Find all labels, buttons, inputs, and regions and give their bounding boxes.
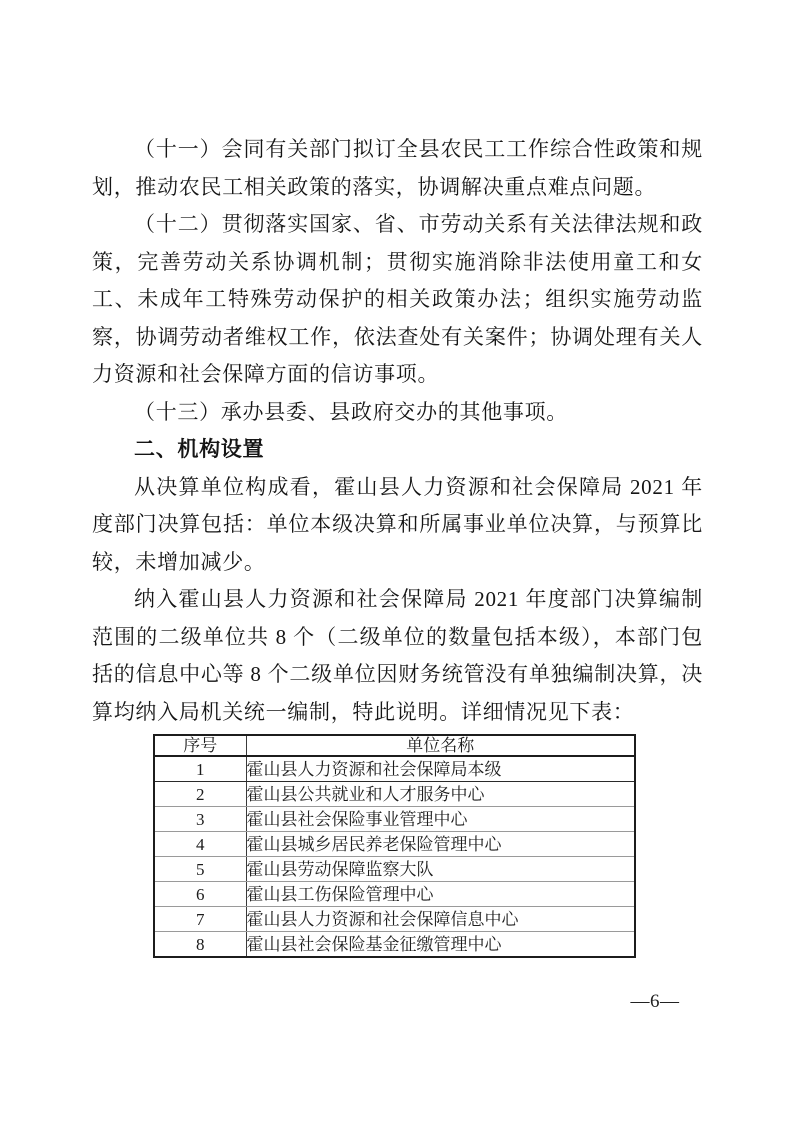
table-row: [154, 807, 635, 832]
unit-scope-paragraph: 纳入霍山县人力资源和社会保障局 2021 年度部门决算编制范围的二级单位共 8 个（二级单位的数量包括本级），本部门包括的信息中心等 8 个二级单位因财务统管没有单独编制决算，决算均纳入局机关统一编制，特此说明。详细情况见下表：: [92, 587, 703, 724]
row-unit-name: 霍山县劳动保障监察大队: [246, 857, 635, 882]
row-unit-name: 霍山县人力资源和社会保障信息中心: [246, 907, 635, 932]
row-serial-no: 8: [196, 934, 205, 954]
page-number: —6—: [630, 991, 680, 1012]
row-unit-name: 霍山县社会保险基金征缴管理中心: [246, 932, 635, 958]
row-serial-no: 4: [154, 832, 246, 857]
table-row: [154, 907, 635, 932]
clause-11-paragraph: （十一）会同有关部门拟订全县农民工工作综合性政策和规划，推动农民工相关政策的落实，协调解决重点难点问题。: [92, 137, 703, 199]
row-unit-name: 霍山县社会保险事业管理中心: [246, 807, 635, 832]
row-serial-no: 6: [154, 882, 246, 907]
table-row: [154, 782, 635, 807]
row-unit-name: 霍山县公共就业和人才服务中心: [246, 782, 635, 807]
row-serial-no: 2: [154, 782, 246, 807]
row-unit-name: 霍山县工伤保险管理中心: [246, 882, 635, 907]
table-row: [154, 932, 635, 958]
row-serial-no: 1: [154, 756, 246, 782]
row-unit-name: 霍山县城乡居民养老保险管理中心: [246, 832, 635, 857]
clause-13-paragraph: （十三）承办县委、县政府交办的其他事项。: [134, 399, 568, 424]
document-body: [92, 131, 703, 958]
row-serial-no: 7: [154, 907, 246, 932]
table-row: [154, 756, 635, 782]
table-header-serial-no: 序号: [154, 735, 246, 756]
row-serial-no: 3: [154, 807, 246, 832]
unit-list-table: [153, 734, 636, 958]
table-row: [154, 857, 635, 882]
row-unit-name: 霍山县人力资源和社会保障局本级: [246, 756, 635, 782]
section-heading-organization: 二、机构设置: [134, 438, 265, 461]
table-row: [154, 832, 635, 857]
table-row: [154, 882, 635, 907]
clause-12-paragraph: （十二）贯彻落实国家、省、市劳动关系有关法律法规和政策，完善劳动关系协调机制；贯彻实施消除非法使用童工和女工、未成年工特殊劳动保护的相关政策办法；组织实施劳动监察，协调劳动者维权工作，依法查处有关案件；协调处理有关人力资源和社会保障方面的信访事项。: [92, 212, 703, 386]
row-serial-no: 5: [154, 857, 246, 882]
unit-composition-paragraph: 从决算单位构成看，霍山县人力资源和社会保障局 2021 年度部门决算包括：单位本级决算和所属事业单位决算，与预算比较，未增加减少。: [92, 474, 703, 574]
table-header-unit-name: 单位名称: [246, 735, 635, 756]
table-header-row: [154, 735, 635, 756]
